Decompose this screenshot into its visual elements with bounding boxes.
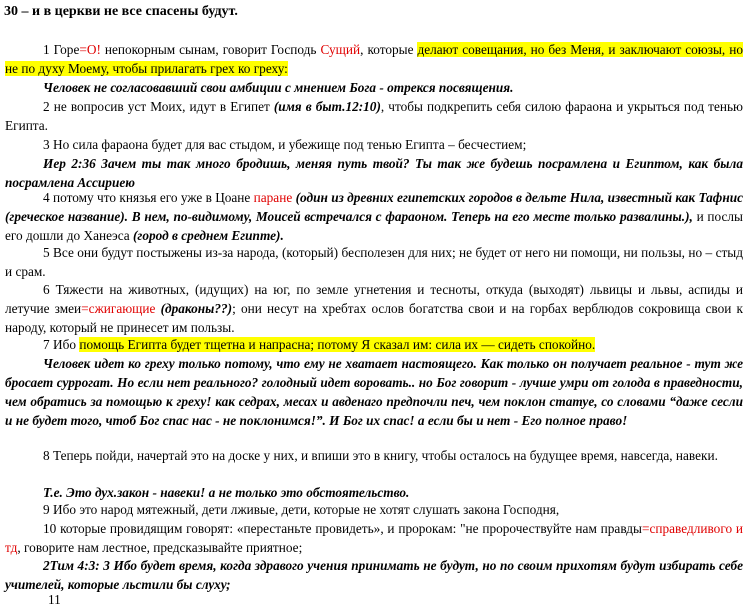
verse-4-text-2: и послы его дошли до Ханеэса — [5, 209, 743, 243]
verse-3: 3 Но сила фараона будет для вас стыдом, и убежище под тенью Египта – бесчестием; — [43, 137, 527, 152]
comment-1: Человек не согласовавший свои амбиции с мнением Бога - отрекся посвящения. — [43, 80, 514, 95]
verse-6-comment: (драконы??) — [155, 301, 233, 316]
verse-10-text: 10 которые провидящим говорят: «перестаньте провидеть», и пророкам: "не пророчествуйте нам правды — [43, 521, 642, 536]
verse-7-text: 7 Ибо — [43, 337, 80, 352]
verse-4-comment: (один из древних египетских городов в дельте Нила, известный как Тафнис (греческое название). В нем, по-видимому, Моисей встречался с фараоном. Теперь на его месте только развалины.), — [5, 190, 744, 224]
verse-4 — [5, 188, 743, 245]
verse-5: 5 Все они будут постыжены из-за народа, (который) бесполезен для них; не будет от него ни помощи, ни пользы, но – стыд и срам. — [5, 245, 743, 279]
verse-6-note: =сжигающие — [81, 301, 156, 316]
verse-10-text-2: , говорите нам лестное, предсказывайте приятное; — [17, 540, 303, 555]
verse-1-text: 1 Горе — [43, 42, 80, 57]
comment-7: Человек идет ко греху только потому, что ему не хватает настоящего. Как только он получает реальное - тут же бросает суррогат. Но если нет реального? голодный идет воровать.. но Бог говорит - лучше умри от голода в праведности, чем обратись за помощью к греху! как седрах, месах и авденаго предпочли печ, чем поклон статуе, со словами “даже сесли и не будет того, чтоб Бог спас нас - не поклонимся!”. И Бог их спас! а если бы и нет - Его полное право! — [5, 356, 743, 428]
verse-8: 8 Теперь пойди, начертай это на доске у них, и впиши это в книгу, чтобы осталось на будущее время, навсегда, навеки. — [43, 448, 718, 463]
verse-4-note: паране — [253, 190, 293, 205]
comment-3: Иер 2:36 Зачем ты так много бродишь, меняя путь твой? Ты так же будешь посрамлена и Египтом, как была посрамлена Ассириею — [5, 156, 743, 190]
verse-6 — [5, 280, 743, 337]
comment-8: Т.е. Это дух.закон - навеки! а не только это обстоятельство. — [43, 485, 410, 500]
verse-6-text-2: ; они несут на хребтах ослов богатства свои и на горбах верблюдов сокровища свои к народу, который не принесет им пользы. — [5, 301, 743, 335]
verse-1 — [5, 40, 743, 78]
verse-10 — [5, 519, 743, 557]
page-title: 30 – и в церкви не все спасены будут. — [4, 4, 238, 19]
verse-7 — [5, 335, 743, 354]
comment-10: 2Тим 4:3: 3 Ибо будет время, когда здравого учения принимать не будут, но по своим прихотям будут избирать себе учителей, которые льстили бы слуху; — [5, 558, 743, 592]
verse-1-note: =О! — [79, 42, 101, 57]
verse-1-text-3: , которые — [360, 42, 418, 57]
verse-2 — [5, 97, 743, 135]
verse-10-note: =справедливого и тд — [5, 521, 743, 555]
verse-1-highlight: делают совещания, но без Меня, и заключают союзы, но не по духу Моему, чтобы прилагать грех ко греху: — [5, 42, 743, 76]
verse-4-comment-2: (город в среднем Египте). — [132, 228, 284, 243]
verse-11-start: 11 — [48, 592, 61, 607]
verse-2-text-2: , чтобы подкрепить себя силою фараона и укрыться под тенью Египта. — [5, 99, 743, 133]
verse-2-note: (имя в быт.12:10) — [273, 99, 381, 114]
verse-2-text: 2 не вопросив уст Моих, идут в Египет — [43, 99, 274, 114]
verse-9: 9 Ибо это народ мятежный, дети лживые, дети, которые не хотят слушать закона Господня, — [43, 502, 560, 517]
verse-4-text: 4 потому что князья его уже в Цоане — [43, 190, 254, 205]
verse-1-name: Сущий — [320, 42, 361, 57]
verse-1-text-2: непокорным сынам, говорит Господь — [100, 42, 321, 57]
verse-6-text: 6 Тяжести на животных, (идущих) на юг, по земле угнетения и тесноты, откуда (выходят) львицы и львы, аспиды и летучие змеи — [5, 282, 743, 316]
verse-7-highlight: помощь Египта будет тщетна и напрасна; потому Я сказал им: сила их — сидеть спокойно. — [79, 337, 596, 352]
